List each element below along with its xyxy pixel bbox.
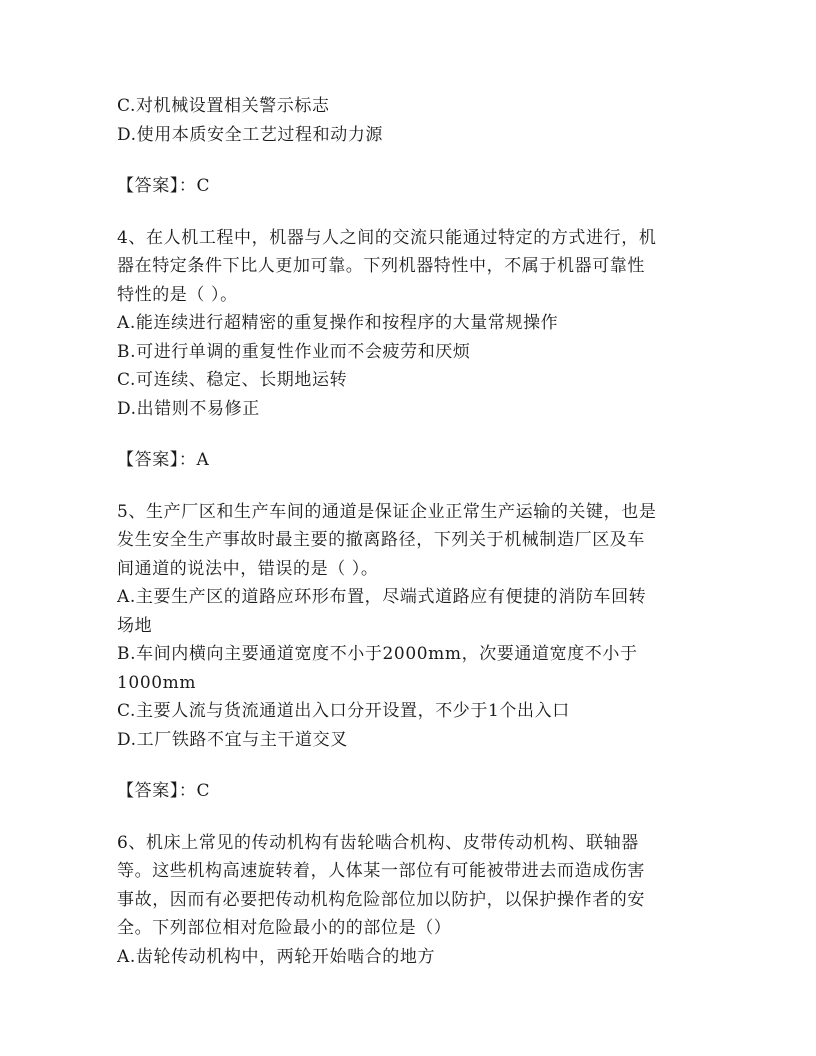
question-4 [117, 224, 702, 424]
document-page [117, 92, 702, 971]
question-stem-line: 全。下列部位相对危险最小的的部位是（） [117, 918, 452, 938]
question-stem-line: 5、生产厂区和生产车间的通道是保证企业正常生产运输的关键，也是 [117, 501, 657, 522]
question-stem-line: 器在特定条件下比人更加可靠。下列机器特性中，不属于机器可靠性 [117, 256, 645, 276]
question-stem-line: 间通道的说法中，错误的是（ ）。 [117, 558, 379, 579]
question-5 [117, 498, 702, 755]
option-d: D.使用本质安全工艺过程和动力源 [117, 124, 384, 145]
option-c: C.主要人流与货流通道出入口分开设置，不少于1个出入口 [117, 701, 570, 721]
answer-line: 【答案】：C [117, 781, 211, 801]
question-stem-line: 特性的是（ ）。 [117, 284, 238, 305]
answer-line: 【答案】：C [117, 176, 211, 196]
question-3-tail [117, 92, 702, 149]
option-b: B.可进行单调的重复性作业而不会疲劳和厌烦 [117, 341, 471, 362]
option-a: A.主要生产区的道路应环形布置，尽端式道路应有便捷的消防车回转 [117, 587, 647, 607]
question-stem-line: 事故，因而有必要把传动机构危险部位加以防护，以保护操作者的安 [117, 889, 645, 910]
question-stem-line: 4、在人机工程中，机器与人之间的交流只能通过特定的方式进行，机 [117, 227, 657, 248]
question-6 [117, 829, 702, 972]
option-c: C.可连续、稳定、长期地运转 [117, 370, 348, 390]
question-stem-line: 6、机床上常见的传动机构有齿轮啮合机构、皮带传动机构、联轴器 [117, 832, 639, 853]
option-b: B.车间内横向主要通道宽度不小于2000mm，次要通道宽度不小于 [117, 644, 638, 664]
answer-line: 【答案】：A [117, 450, 210, 470]
option-b-continued: 1000mm [117, 672, 197, 693]
question-stem-line: 发生安全生产事故时最主要的撤离路径，下列关于机械制造厂区及车 [117, 530, 645, 550]
option-c: C.对机械设置相关警示标志 [117, 96, 330, 116]
option-d: D.工厂铁路不宜与主干道交叉 [117, 729, 348, 750]
option-d: D.出错则不易修正 [117, 398, 260, 419]
question-stem-line: 等。这些机构高速旋转着，人体某一部位有可能被带进去而造成伤害 [117, 861, 645, 881]
option-a: A.齿轮传动机构中，两轮开始啮合的地方 [117, 946, 436, 967]
option-a-continued: 场地 [117, 615, 153, 636]
option-a: A.能连续进行超精密的重复操作和按程序的大量常规操作 [117, 313, 559, 333]
